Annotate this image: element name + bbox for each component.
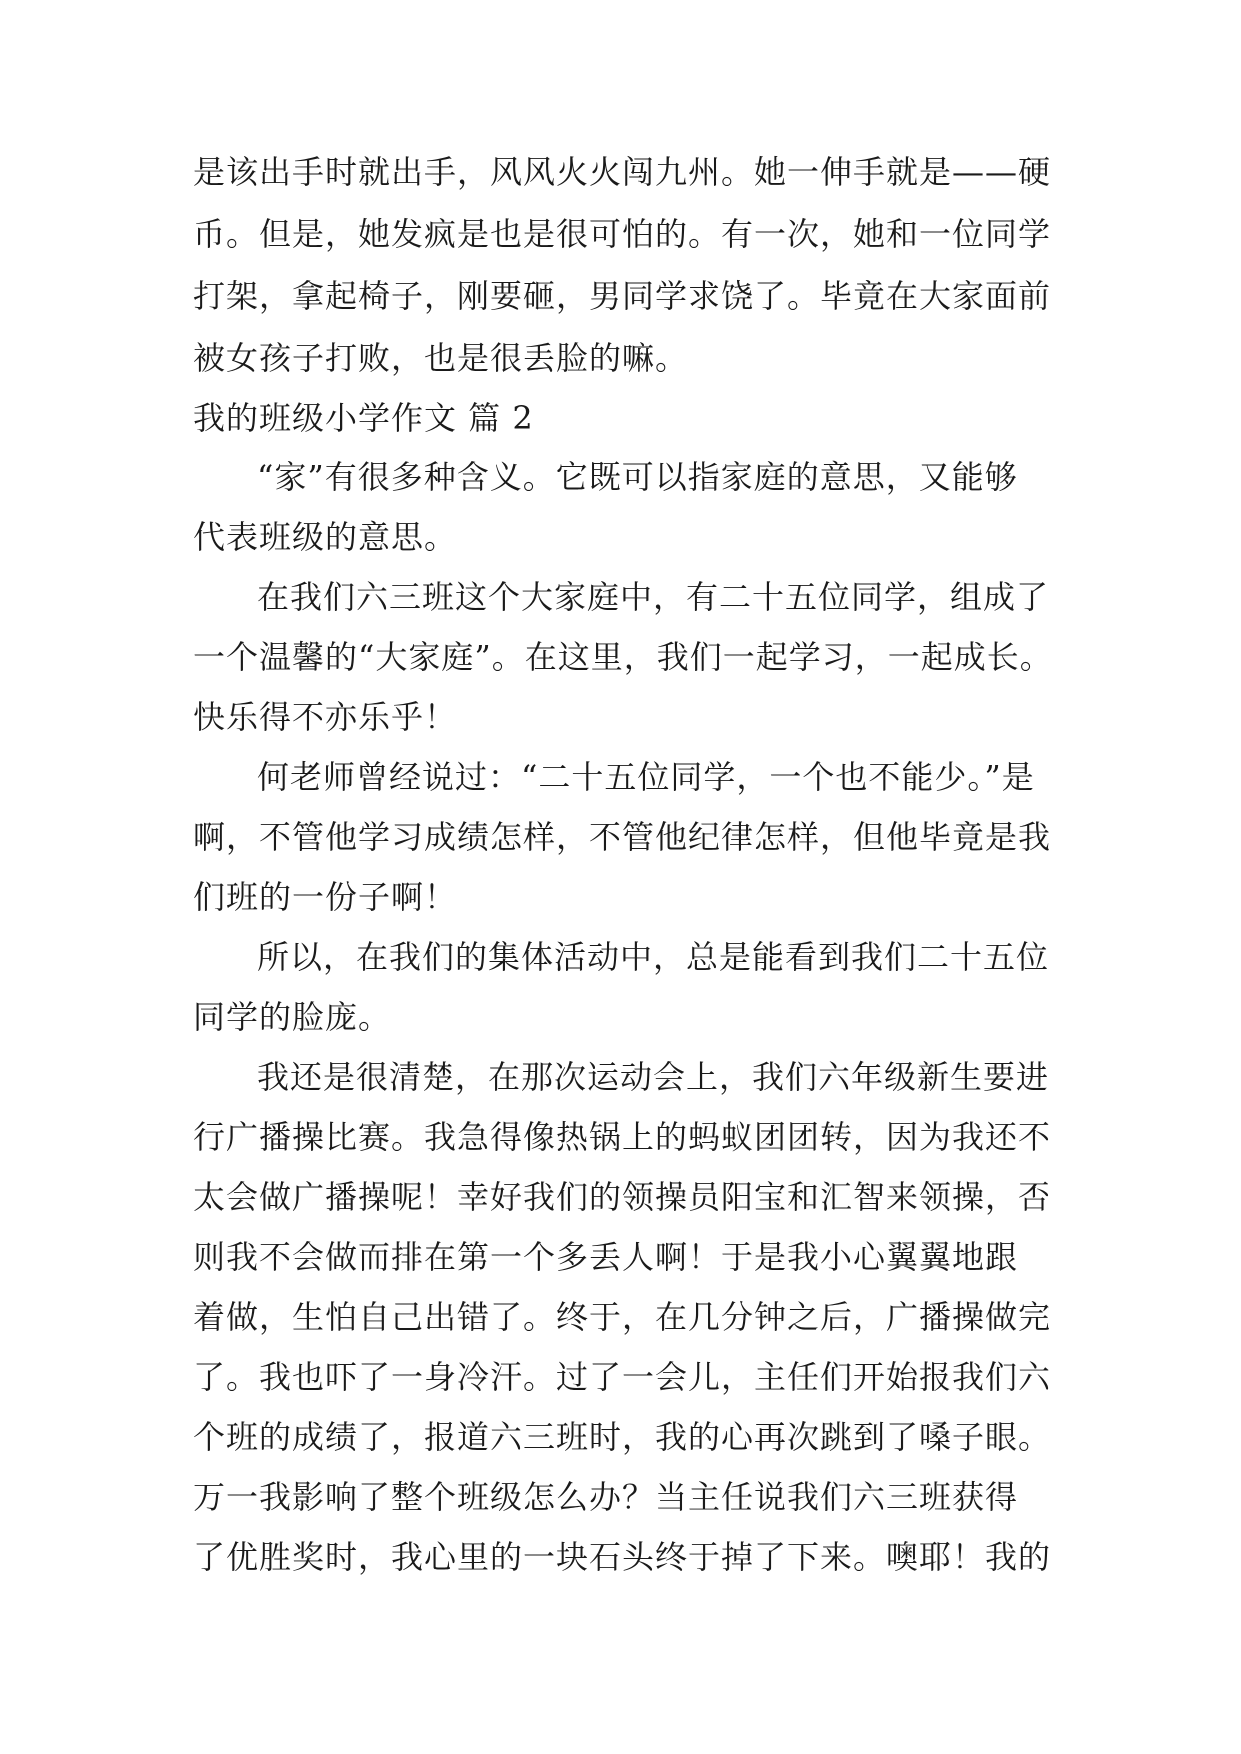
section-heading: 我的班级小学作文 篇 2 — [193, 399, 534, 437]
text-line: 打架，拿起椅子，刚要砸，男同学求饶了。毕竟在大家面前 — [193, 277, 1052, 315]
text-line: 币。但是，她发疯是也是很可怕的。有一次，她和一位同学 — [193, 215, 1052, 253]
text-line: 是该出手时就出手，风风火火闯九州。她一伸手就是——硬 — [193, 153, 1052, 191]
text-line: 被女孩子打败，也是很丢脸的嘛。 — [193, 339, 689, 377]
text-line: 了优胜奖时，我心里的一块石头终于掉了下来。噢耶！我的 — [193, 1538, 1052, 1576]
text-line: 了。我也吓了一身冷汗。过了一会儿，主任们开始报我们六 — [193, 1358, 1052, 1396]
text-line: 们班的一份子啊！ — [193, 878, 458, 916]
paragraph-first-line: 所以，在我们的集体活动中，总是能看到我们二十五位 — [257, 938, 1050, 976]
paragraph-first-line: 何老师曾经说过：“二十五位同学，一个也不能少。”是 — [257, 758, 1035, 796]
paragraph-first-line: “家”有很多种含义。它既可以指家庭的意思，又能够 — [257, 458, 1018, 496]
text-line: 同学的脸庞。 — [193, 998, 392, 1036]
text-line: 啊，不管他学习成绩怎样，不管他纪律怎样，但他毕竟是我 — [193, 818, 1052, 856]
text-line: 代表班级的意思。 — [193, 518, 458, 556]
text-line: 快乐得不亦乐乎！ — [193, 698, 458, 736]
text-line: 行广播操比赛。我急得像热锅上的蚂蚁团团转，因为我还不 — [193, 1118, 1052, 1156]
text-line: 个班的成绩了，报道六三班时，我的心再次跳到了嗓子眼。 — [193, 1418, 1052, 1456]
paragraph-first-line: 我还是很清楚，在那次运动会上，我们六年级新生要进 — [257, 1058, 1050, 1096]
paragraph-first-line: 在我们六三班这个大家庭中，有二十五位同学，组成了 — [257, 578, 1050, 616]
text-line: 着做，生怕自己出错了。终于，在几分钟之后，广播操做完 — [193, 1298, 1052, 1336]
text-line: 太会做广播操呢！幸好我们的领操员阳宝和汇智来领操，否 — [193, 1178, 1052, 1216]
text-line: 万一我影响了整个班级怎么办？当主任说我们六三班获得 — [193, 1478, 1019, 1516]
text-line: 则我不会做而排在第一个多丢人啊！于是我小心翼翼地跟 — [193, 1238, 1019, 1276]
text-line: 一个温馨的“大家庭”。在这里，我们一起学习，一起成长。 — [193, 638, 1053, 676]
